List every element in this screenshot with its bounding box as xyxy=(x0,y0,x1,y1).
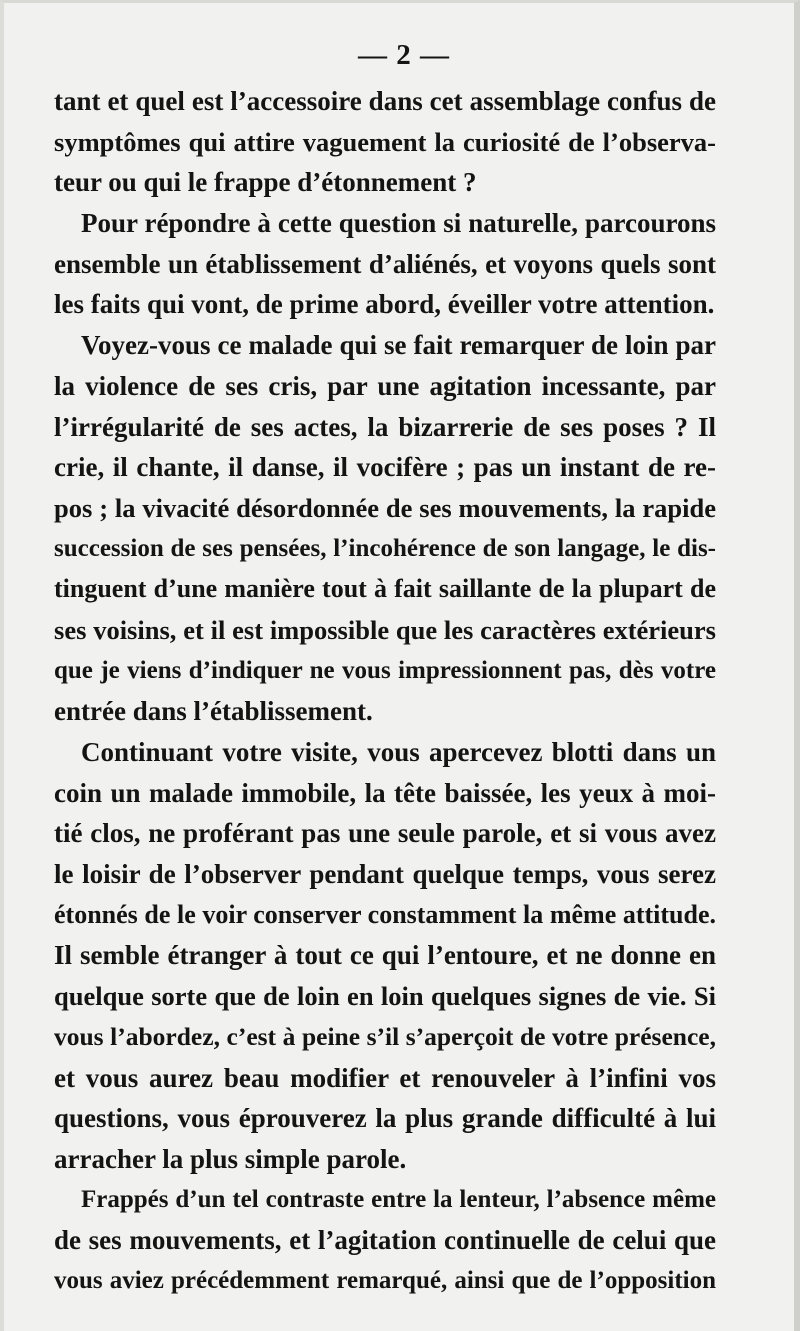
text-line: que je viens d’indiquer ne vous impressionnent pas, dès votre xyxy=(54,656,716,684)
text-line: de ses mouvements, et l’agitation continuelle de celui que xyxy=(54,1225,716,1256)
text-line: tant et quel est l’accessoire dans cet assemblage confus de xyxy=(54,86,716,116)
page-number: — 2 — xyxy=(358,39,450,71)
text-line: questions, vous éprouverez la plus grande difficulté à lui xyxy=(54,1103,716,1134)
paragraph xyxy=(54,203,716,325)
paragraph xyxy=(54,81,716,203)
text-line: coin un malade immobile, la tête baissée, les yeux à moi- xyxy=(54,777,716,808)
text-line: Continuant votre visite, vous apercevez blotti dans un xyxy=(81,737,716,767)
text-line: teur ou qui le frappe d’étonnement ? xyxy=(54,167,477,198)
text-line: le loisir de l’observer pendant quelque temps, vous serez xyxy=(54,859,716,890)
text-line: tié clos, ne proférant pas une seule parole, et si vous avez xyxy=(54,818,716,849)
text-line: l’irrégularité de ses actes, la bizarrerie de ses poses ? Il xyxy=(54,411,716,442)
text-line: symptômes qui attire vaguement la curiosité de l’observa- xyxy=(54,126,716,157)
text-line: Il semble étranger à tout ce qui l’entoure, et ne donne en xyxy=(54,940,716,971)
text-line: vous aviez précédemment remarqué, ainsi que de l’opposition xyxy=(54,1266,716,1294)
text-line: Pour répondre à cette question si naturelle, parcourons xyxy=(81,208,716,239)
text-line: tinguent d’une manière tout à fait saillante de la plupart de xyxy=(54,574,716,604)
text-line: vous l’abordez, c’est à peine s’il s’aperçoit de votre présence, xyxy=(54,1021,716,1051)
text-line: quelque sorte que de loin en loin quelques signes de vie. Si xyxy=(54,981,716,1012)
text-line: crie, il chante, il danse, il vocifère ; pas un instant de re- xyxy=(54,452,716,483)
text-line: étonnés de le voir conserver constamment la même attitude. xyxy=(54,899,716,929)
text-line: Frappés d’un tel contraste entre la lenteur, l’absence même xyxy=(81,1185,716,1213)
paragraph xyxy=(54,1180,716,1302)
text-line: et vous aurez beau modifier et renouveler à l’infini vos xyxy=(54,1062,716,1093)
text-line: entrée dans l’établissement. xyxy=(54,696,373,727)
text-line: pos ; la vivacité désordonnée de ses mouvements, la rapide xyxy=(54,492,716,523)
text-line: arracher la plus simple parole. xyxy=(54,1143,407,1174)
text-line: ses voisins, et il est impossible que les caractères extérieurs xyxy=(54,614,716,645)
text-line: la violence de ses cris, par une agitation incessante, par xyxy=(54,370,716,401)
text-line: Voyez-vous ce malade qui se fait remarquer de loin par xyxy=(81,330,716,361)
text-line: succession de ses pensées, l’incohérence de son langage, le dis- xyxy=(54,534,716,562)
paragraph xyxy=(54,325,716,732)
paragraph xyxy=(54,732,716,1180)
body-text xyxy=(54,81,716,1302)
text-line: ensemble un établissement d’aliénés, et voyons quels sont xyxy=(54,248,716,279)
text-line: les faits qui vont, de prime abord, éveiller votre attention. xyxy=(54,289,715,320)
